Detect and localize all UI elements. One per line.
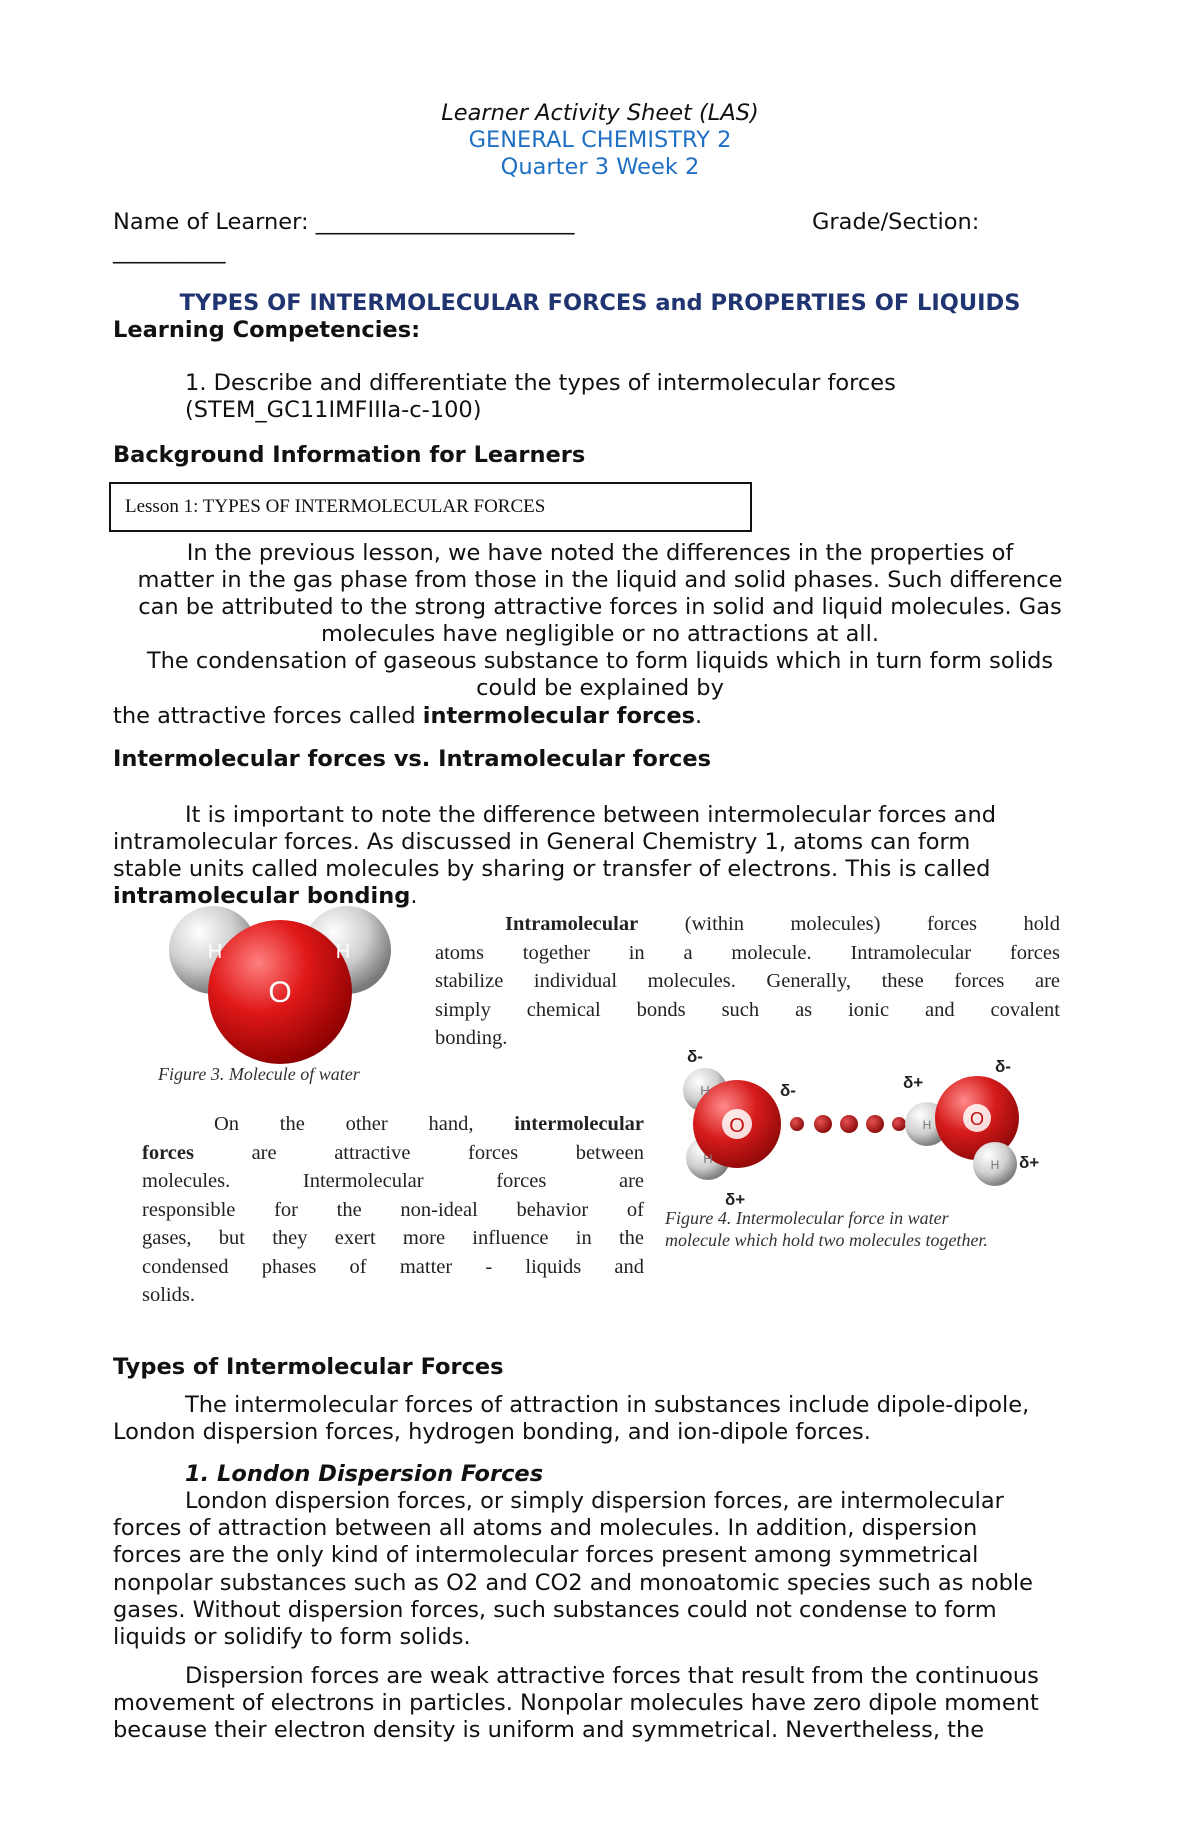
types-line1: The intermolecular forces of attraction in substances include dipole-dipole, xyxy=(185,1392,1030,1418)
ivi-line3: stable units called molecules by sharing or transfer of electrons. This is called xyxy=(113,856,991,882)
background-heading: Background Information for Learners xyxy=(113,442,586,468)
force-dot-2 xyxy=(814,1115,832,1133)
sheet-title: Learner Activity Sheet (LAS) xyxy=(441,100,759,126)
right-h-left-label: H xyxy=(922,1118,932,1132)
london-p1-line4: nonpolar substances such as O2 and CO2 and monoatomic species such as noble xyxy=(113,1570,1033,1596)
o-label: O xyxy=(268,976,292,1009)
inter-line7: solids. xyxy=(142,1284,195,1306)
ivi-line4 xyxy=(113,883,418,910)
para1-line4: molecules have negligible or no attractions at all. xyxy=(320,621,880,647)
ivi-line2: intramolecular forces. As discussed in General Chemistry 1, atoms can form xyxy=(113,829,971,855)
intra-line3: stabilize individual molecules. Generally, these forces are xyxy=(435,970,1060,992)
grade-label: Grade/Section: xyxy=(812,209,980,235)
types-line2: London dispersion forces, hydrogen bonding, and ion-dipole forces. xyxy=(113,1419,871,1445)
london-p1-line2: forces of attraction between all atoms and molecules. In addition, dispersion xyxy=(113,1515,978,1541)
inter-line3: molecules. Intermolecular forces are xyxy=(142,1170,644,1192)
para2-line2: could be explained by xyxy=(476,675,724,701)
inter-line1-bold: intermolecular xyxy=(514,1113,644,1135)
figure3-caption: Figure 3. Molecule of water xyxy=(158,1064,360,1084)
inter-line4: responsible for the non-ideal behavior of xyxy=(142,1198,644,1221)
right-o-label: O xyxy=(969,1109,985,1129)
water-molecule-figure xyxy=(165,890,395,1075)
types-heading: Types of Intermolecular Forces xyxy=(113,1354,504,1380)
para2-line1: The condensation of gaseous substance to form liquids which in turn form solids xyxy=(146,648,1054,674)
inter-line6: condensed phases of matter - liquids and xyxy=(142,1255,644,1278)
competency-code: (STEM_GC11IMFIIIa-c-100) xyxy=(185,397,482,423)
h-label-right: H xyxy=(335,941,351,963)
london-p2-line1: Dispersion forces are weak attractive forces that result from the continuous xyxy=(185,1663,1039,1689)
force-dot-5 xyxy=(892,1117,906,1131)
left-o-label: O xyxy=(729,1115,745,1137)
name-blank[interactable]: _______________________ xyxy=(315,209,575,235)
name-field xyxy=(113,209,574,236)
london-p1-line6: liquids or solidify to form solids. xyxy=(113,1624,471,1650)
force-dot-1 xyxy=(790,1117,804,1131)
intra-line1-rest: (within molecules) forces hold xyxy=(638,913,1060,935)
figure4-caption-line2: molecule which hold two molecules together. xyxy=(665,1230,988,1250)
delta-minus-left: δ- xyxy=(687,1047,703,1066)
lesson-label: Lesson 1: TYPES OF INTERMOLECULAR FORCES xyxy=(125,496,546,517)
competency-item: 1. Describe and differentiate the types of intermolecular forces xyxy=(185,370,896,396)
inter-line2-rest: are attractive forces between xyxy=(193,1141,644,1164)
para1-line1: In the previous lesson, we have noted the differences in the properties of xyxy=(186,540,1014,566)
left-h-top-label: H xyxy=(700,1083,710,1098)
para2-line3-post: . xyxy=(695,703,703,729)
para2-line3-pre: the attractive forces called xyxy=(113,703,423,729)
intermolecular-description xyxy=(142,1110,644,1310)
force-dot-3 xyxy=(840,1115,858,1133)
intermolecular-force-figure xyxy=(665,1040,1075,1220)
h-label-left: H xyxy=(207,941,223,963)
london-p2-line2: movement of electrons in particles. Nonpolar molecules have zero dipole moment xyxy=(113,1690,1039,1716)
delta-plus-right-bottom: δ+ xyxy=(1019,1153,1040,1172)
grade-blank[interactable]: __________ xyxy=(113,238,226,264)
london-p1-line1: London dispersion forces, or simply dispersion forces, are intermolecular xyxy=(185,1488,1004,1514)
intramolecular-bonding-term: intramolecular bonding xyxy=(113,883,411,909)
intra-line4: simply chemical bonds such as ionic and covalent xyxy=(435,998,1060,1021)
inter-line5: gases, but they exert more influence in the xyxy=(142,1227,644,1249)
para2-line3 xyxy=(113,703,702,730)
left-h-bottom-label: H xyxy=(703,1151,713,1166)
inter-line1-pre: On the other hand, xyxy=(214,1113,515,1135)
para1-line3: can be attributed to the strong attractive forces in solid and liquid molecules. Gas xyxy=(138,594,1062,620)
london-heading: 1. London Dispersion Forces xyxy=(185,1461,544,1487)
subject-title: GENERAL CHEMISTRY 2 xyxy=(468,127,732,153)
intermolecular-forces-term: intermolecular forces xyxy=(422,703,696,729)
london-p1-line3: forces are the only kind of intermolecular forces present among symmetrical xyxy=(113,1542,979,1568)
quarter-label: Quarter 3 Week 2 xyxy=(500,154,700,180)
delta-plus-left: δ+ xyxy=(725,1190,746,1209)
competencies-heading: Learning Competencies: xyxy=(113,317,421,343)
inter-vs-intra-heading: Intermolecular forces vs. Intramolecular forces xyxy=(113,746,711,772)
intra-line5: bonding. xyxy=(435,1027,508,1049)
intra-bold-term: Intramolecular xyxy=(505,913,639,935)
ivi-line1: It is important to note the difference between intermolecular forces and xyxy=(185,802,996,828)
intramolecular-description xyxy=(435,910,1060,1053)
delta-minus-right: δ- xyxy=(995,1057,1011,1076)
delta-plus-right-top: δ+ xyxy=(903,1073,924,1092)
main-title: TYPES OF INTERMOLECULAR FORCES and PROPERTIES OF LIQUIDS xyxy=(179,290,1021,316)
intra-line2: atoms together in a molecule. Intramolecular forces xyxy=(435,941,1060,964)
london-p1-line5: gases. Without dispersion forces, such substances could not condense to form xyxy=(113,1597,997,1623)
para1-line2: matter in the gas phase from those in the liquid and solid phases. Such difference xyxy=(137,567,1063,593)
delta-minus-center: δ- xyxy=(780,1081,796,1100)
london-p2-line3: because their electron density is uniform and symmetrical. Nevertheless, the xyxy=(113,1717,985,1743)
figure4-caption-line1: Figure 4. Intermolecular force in water xyxy=(665,1208,949,1228)
lesson-box xyxy=(109,482,752,532)
ivi-line4-post: . xyxy=(410,883,418,909)
right-h-bottom-label: H xyxy=(990,1158,1000,1172)
name-label: Name of Learner: xyxy=(113,209,309,235)
force-dot-4 xyxy=(866,1115,884,1133)
inter-line2-bold: forces xyxy=(142,1141,194,1164)
